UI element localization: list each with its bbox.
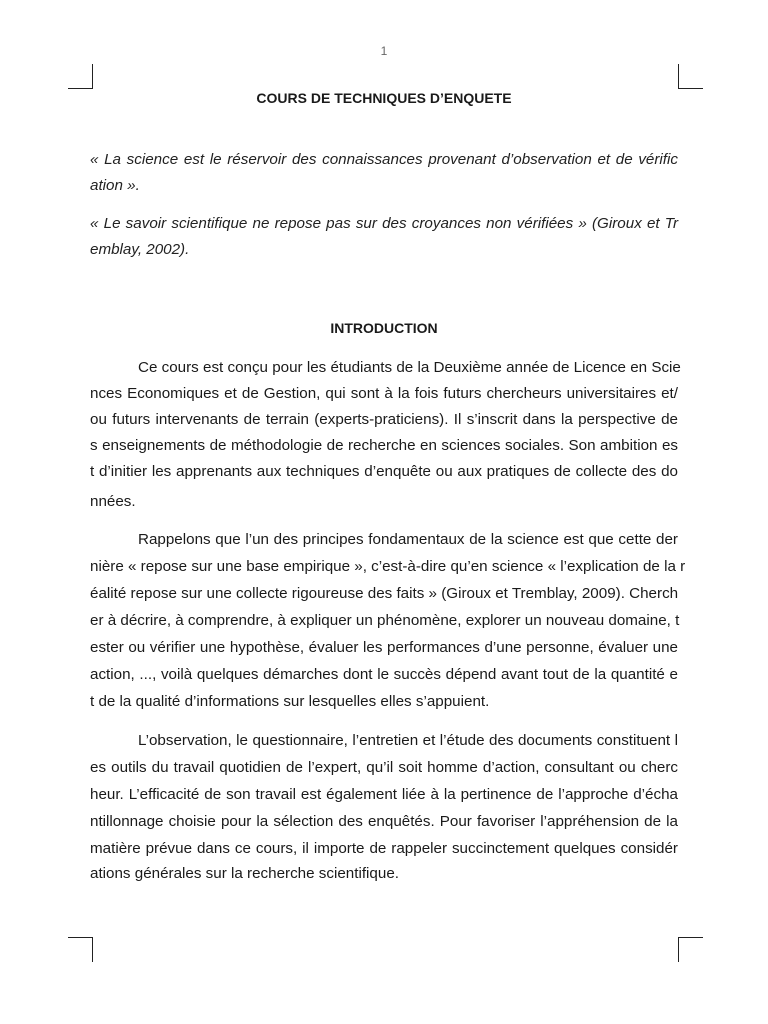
- paragraph-line: t d’initier les apprenants aux techniques d’enquête ou aux pratiques de collecte des do: [90, 463, 678, 480]
- crop-mark-top-right: [678, 64, 703, 89]
- crop-mark-bottom-right: [678, 937, 703, 962]
- quote-line: emblay, 2002).: [90, 241, 190, 258]
- paragraph-line: s enseignements de méthodologie de recherche en sciences sociales. Son ambition es: [90, 437, 678, 454]
- crop-mark-bottom-left: [68, 937, 93, 962]
- paragraph-line: nière « repose sur une base empirique », c’est-à-dire qu’en science « l’explication de la r: [90, 558, 686, 575]
- paragraph-line: heur. L’efficacité de son travail est également liée à la pertinence de l’approche d’écha: [90, 786, 678, 803]
- paragraph-line: éalité repose sur une collecte rigoureuse des faits » (Giroux et Tremblay, 2009). Cherch: [90, 585, 679, 602]
- paragraph-line: nces Economiques et de Gestion, qui sont à la fois futurs chercheurs universitaires et/: [90, 385, 678, 402]
- paragraph-line: er à décrire, à comprendre, à expliquer un phénomène, explorer un nouveau domaine, t: [90, 612, 680, 629]
- paragraph-line: ations générales sur la recherche scientifique.: [90, 865, 399, 882]
- crop-mark-top-left: [68, 64, 93, 89]
- paragraph-line: ou futurs intervenants de terrain (experts-praticiens). Il s’inscrit dans la perspective de: [90, 411, 678, 428]
- page-number: 1: [380, 44, 388, 58]
- paragraph-line: L’observation, le questionnaire, l’entretien et l’étude des documents constituent l: [138, 732, 678, 749]
- document-title: COURS DE TECHNIQUES D’ENQUETE: [256, 90, 512, 106]
- paragraph-line: Rappelons que l’un des principes fondamentaux de la science est que cette der: [138, 531, 678, 548]
- paragraph-line: action, ..., voilà quelques démarches dont le succès dépend avant tout de la quantité e: [90, 666, 678, 683]
- paragraph-line: nnées.: [90, 493, 136, 510]
- quote-line: « La science est le réservoir des connaissances provenant d’observation et de vérific: [90, 151, 678, 168]
- quote-line: ation ».: [90, 177, 140, 194]
- paragraph-line: es outils du travail quotidien de l’expert, qu’il soit homme d’action, consultant ou cherc: [90, 759, 678, 776]
- paragraph-line: ester ou vérifier une hypothèse, évaluer les performances d’une personne, évaluer une: [90, 639, 678, 656]
- quote-line: « Le savoir scientifique ne repose pas sur des croyances non vérifiées » (Giroux et Tr: [90, 215, 678, 232]
- paragraph-line: matière prévue dans ce cours, il importe de rappeler succinctement quelques considér: [90, 840, 678, 857]
- paragraph-line: t de la qualité d’informations sur lesquelles elles s’appuient.: [90, 693, 490, 710]
- section-heading: INTRODUCTION: [330, 320, 438, 336]
- paragraph-line: Ce cours est conçu pour les étudiants de la Deuxième année de Licence en Scie: [138, 359, 681, 376]
- paragraph-line: ntillonnage choisie pour la sélection des enquêtés. Pour favoriser l’appréhension de la: [90, 813, 678, 830]
